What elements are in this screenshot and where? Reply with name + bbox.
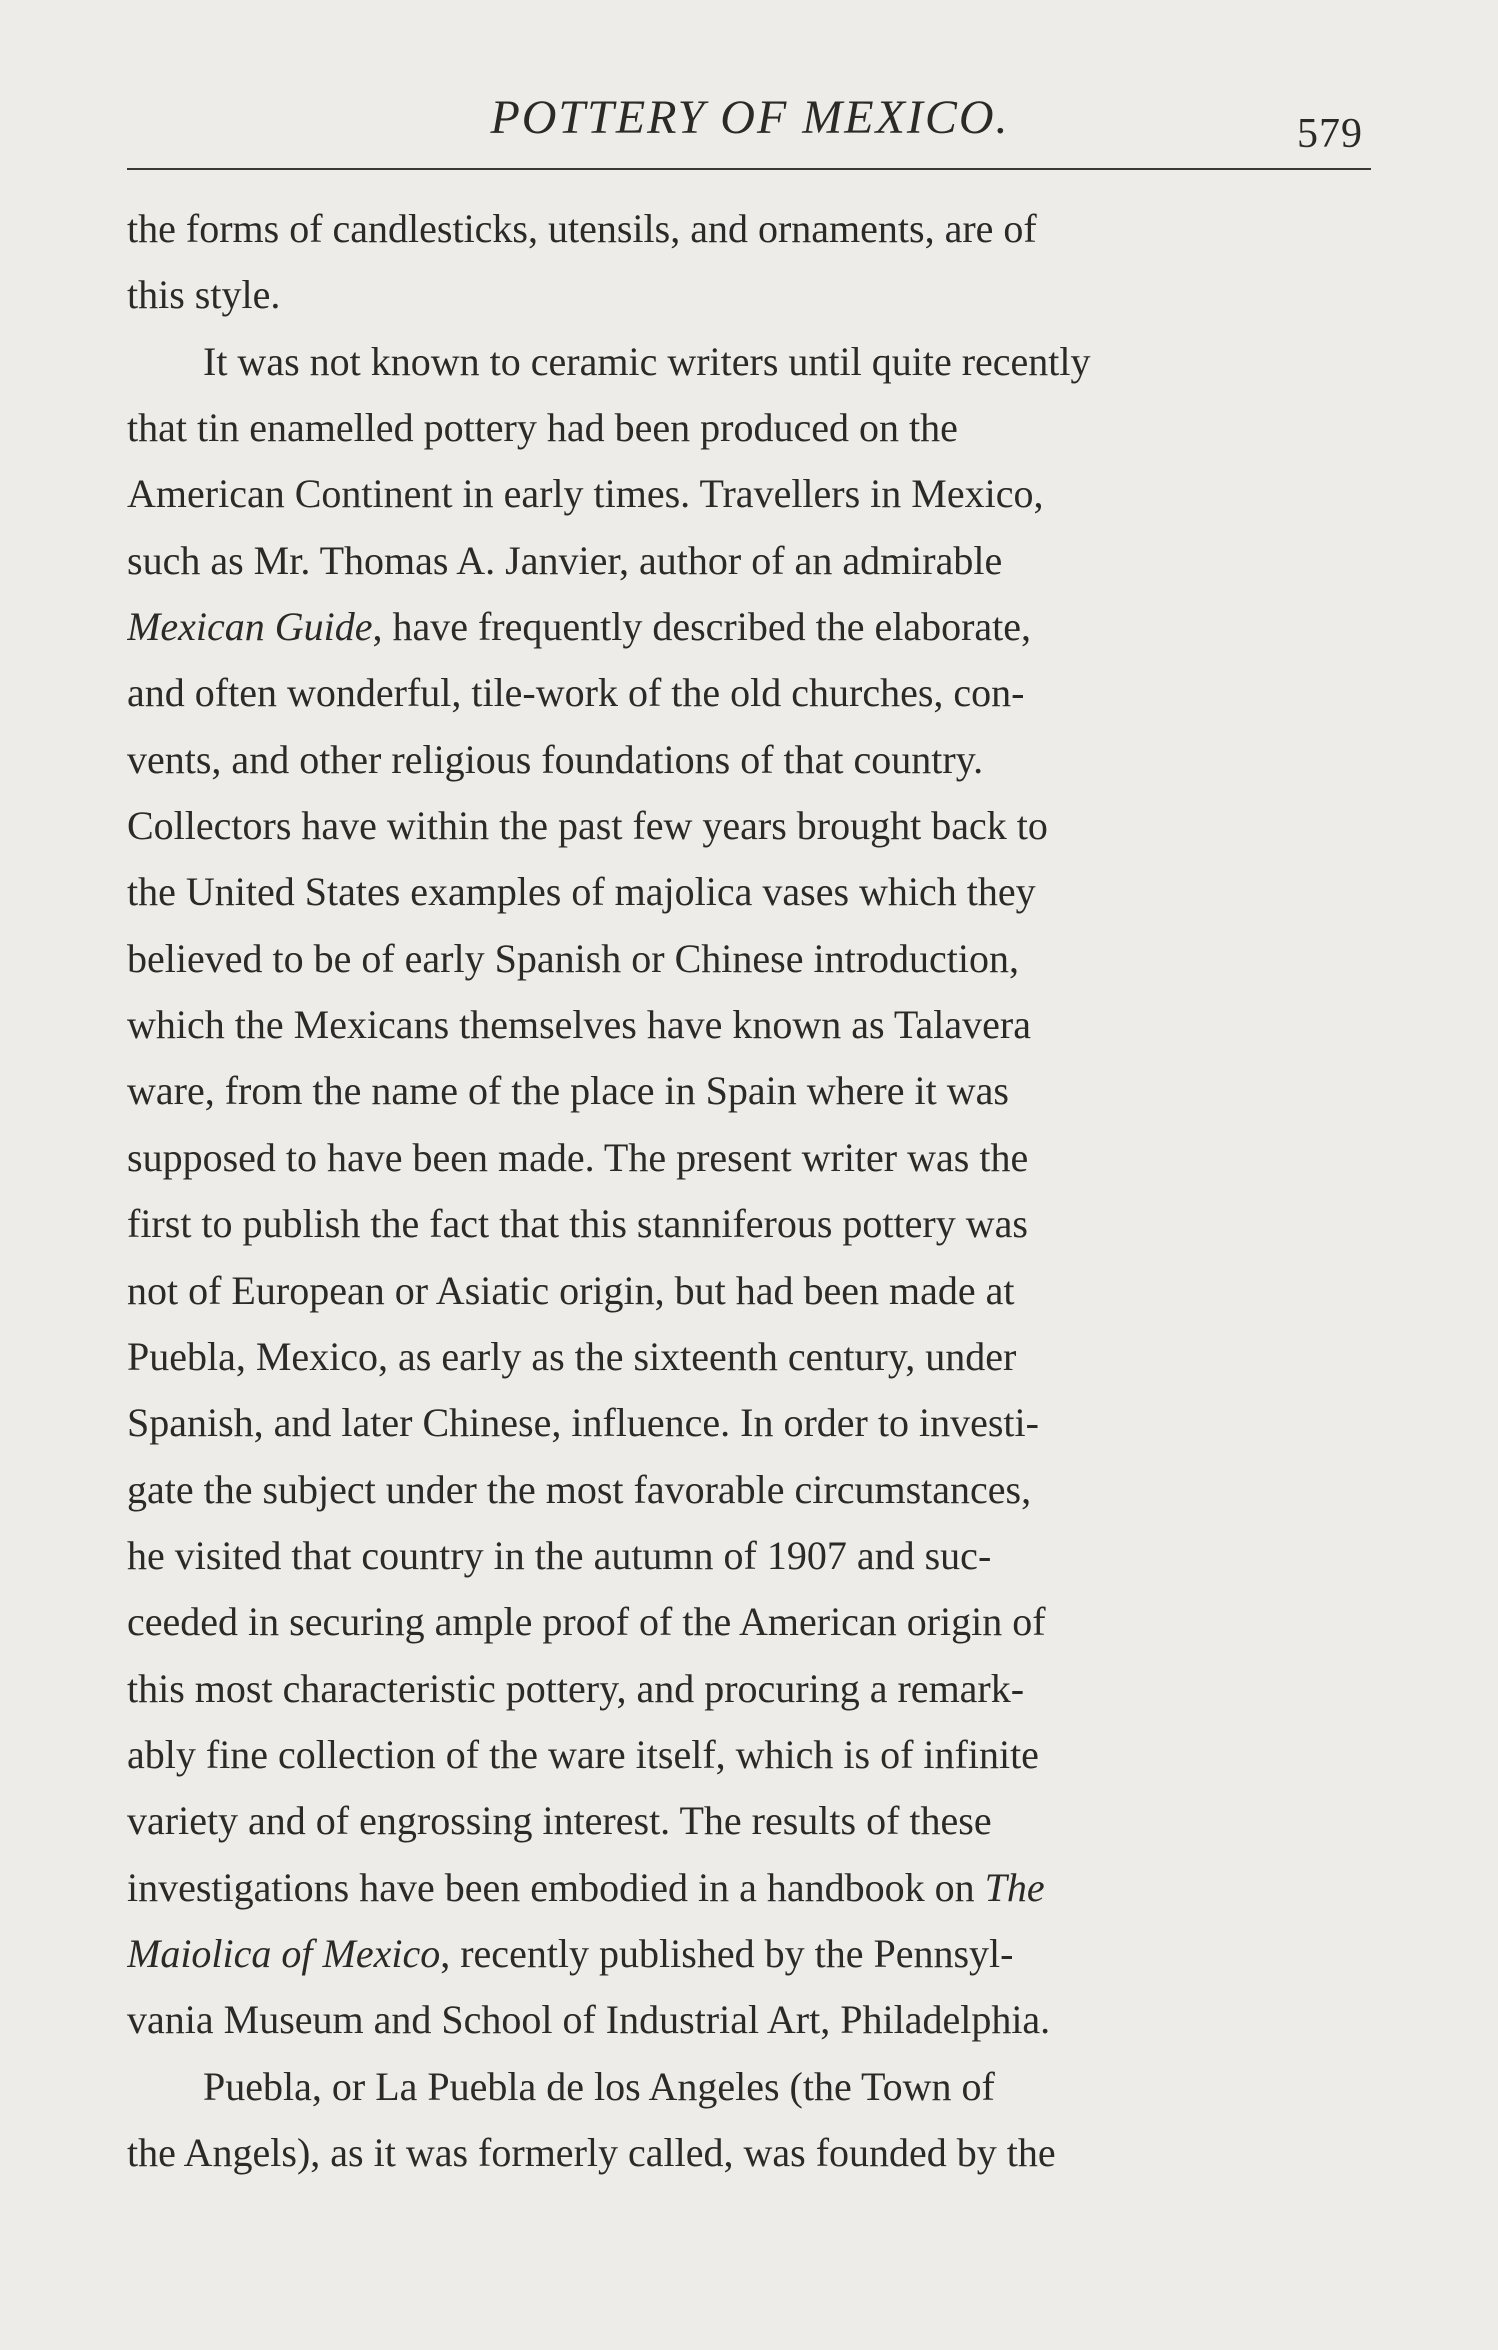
- text-line: American Continent in early times. Travellers in Mexico,: [127, 471, 1044, 517]
- text-line: which the Mexicans themselves have known as Talavera: [127, 1002, 1031, 1048]
- text-line: vania Museum and School of Industrial Art, Philadelphia.: [127, 1997, 1051, 2043]
- text-line: Puebla, Mexico, as early as the sixteenth century, under: [127, 1333, 1017, 1379]
- header-rule: [127, 168, 1371, 170]
- running-head: [127, 88, 1373, 158]
- page-number: 579: [1297, 111, 1363, 157]
- text-line: and often wonderful, tile-work of the old churches, con-: [127, 670, 1025, 716]
- text-line: Maiolica of Mexico, recently published by the Pennsyl-: [127, 1930, 1014, 1976]
- text-line: such as Mr. Thomas A. Janvier, author of an admirable: [127, 537, 1003, 583]
- text-line: that tin enamelled pottery had been produced on the: [127, 405, 958, 451]
- text-line: It was not known to ceramic writers until quite recently: [203, 338, 1091, 384]
- text-line: ware, from the name of the place in Spain where it was: [127, 1068, 1009, 1114]
- body-text: [127, 196, 1370, 2186]
- text-line: Collectors have within the past few years brought back to: [127, 803, 1048, 849]
- text-line: supposed to have been made. The present writer was the: [127, 1134, 1029, 1180]
- text-line: variety and of engrossing interest. The results of these: [127, 1798, 992, 1844]
- text-line: vents, and other religious foundations of that country.: [127, 736, 984, 782]
- text-line: ably fine collection of the ware itself, which is of infinite: [127, 1731, 1039, 1777]
- text-line: this most characteristic pottery, and procuring a remark-: [127, 1665, 1025, 1711]
- text-line: investigations have been embodied in a handbook on The: [127, 1864, 1045, 1910]
- text-line: Spanish, and later Chinese, influence. In order to investi-: [127, 1400, 1039, 1446]
- text-line: Puebla, or La Puebla de los Angeles (the Town of: [203, 2063, 995, 2109]
- text-line: Mexican Guide, have frequently described the elaborate,: [127, 604, 1032, 650]
- text-line: gate the subject under the most favorable circumstances,: [127, 1466, 1032, 1512]
- text-line: he visited that country in the autumn of 1907 and suc-: [127, 1532, 992, 1578]
- text-line: the United States examples of majolica vases which they: [127, 869, 1036, 915]
- text-line: not of European or Asiatic origin, but had been made at: [127, 1267, 1015, 1313]
- text-line: ceeded in securing ample proof of the American origin of: [127, 1599, 1046, 1645]
- text-line: this style.: [127, 272, 281, 318]
- text-line: believed to be of early Spanish or Chinese introduction,: [127, 935, 1020, 981]
- text-line: first to publish the fact that this stanniferous pottery was: [127, 1201, 1028, 1247]
- text-line: the Angels), as it was formerly called, was founded by the: [127, 2129, 1056, 2175]
- running-title: POTTERY OF MEXICO.: [490, 91, 1010, 144]
- text-line: the forms of candlesticks, utensils, and ornaments, are of: [127, 206, 1037, 251]
